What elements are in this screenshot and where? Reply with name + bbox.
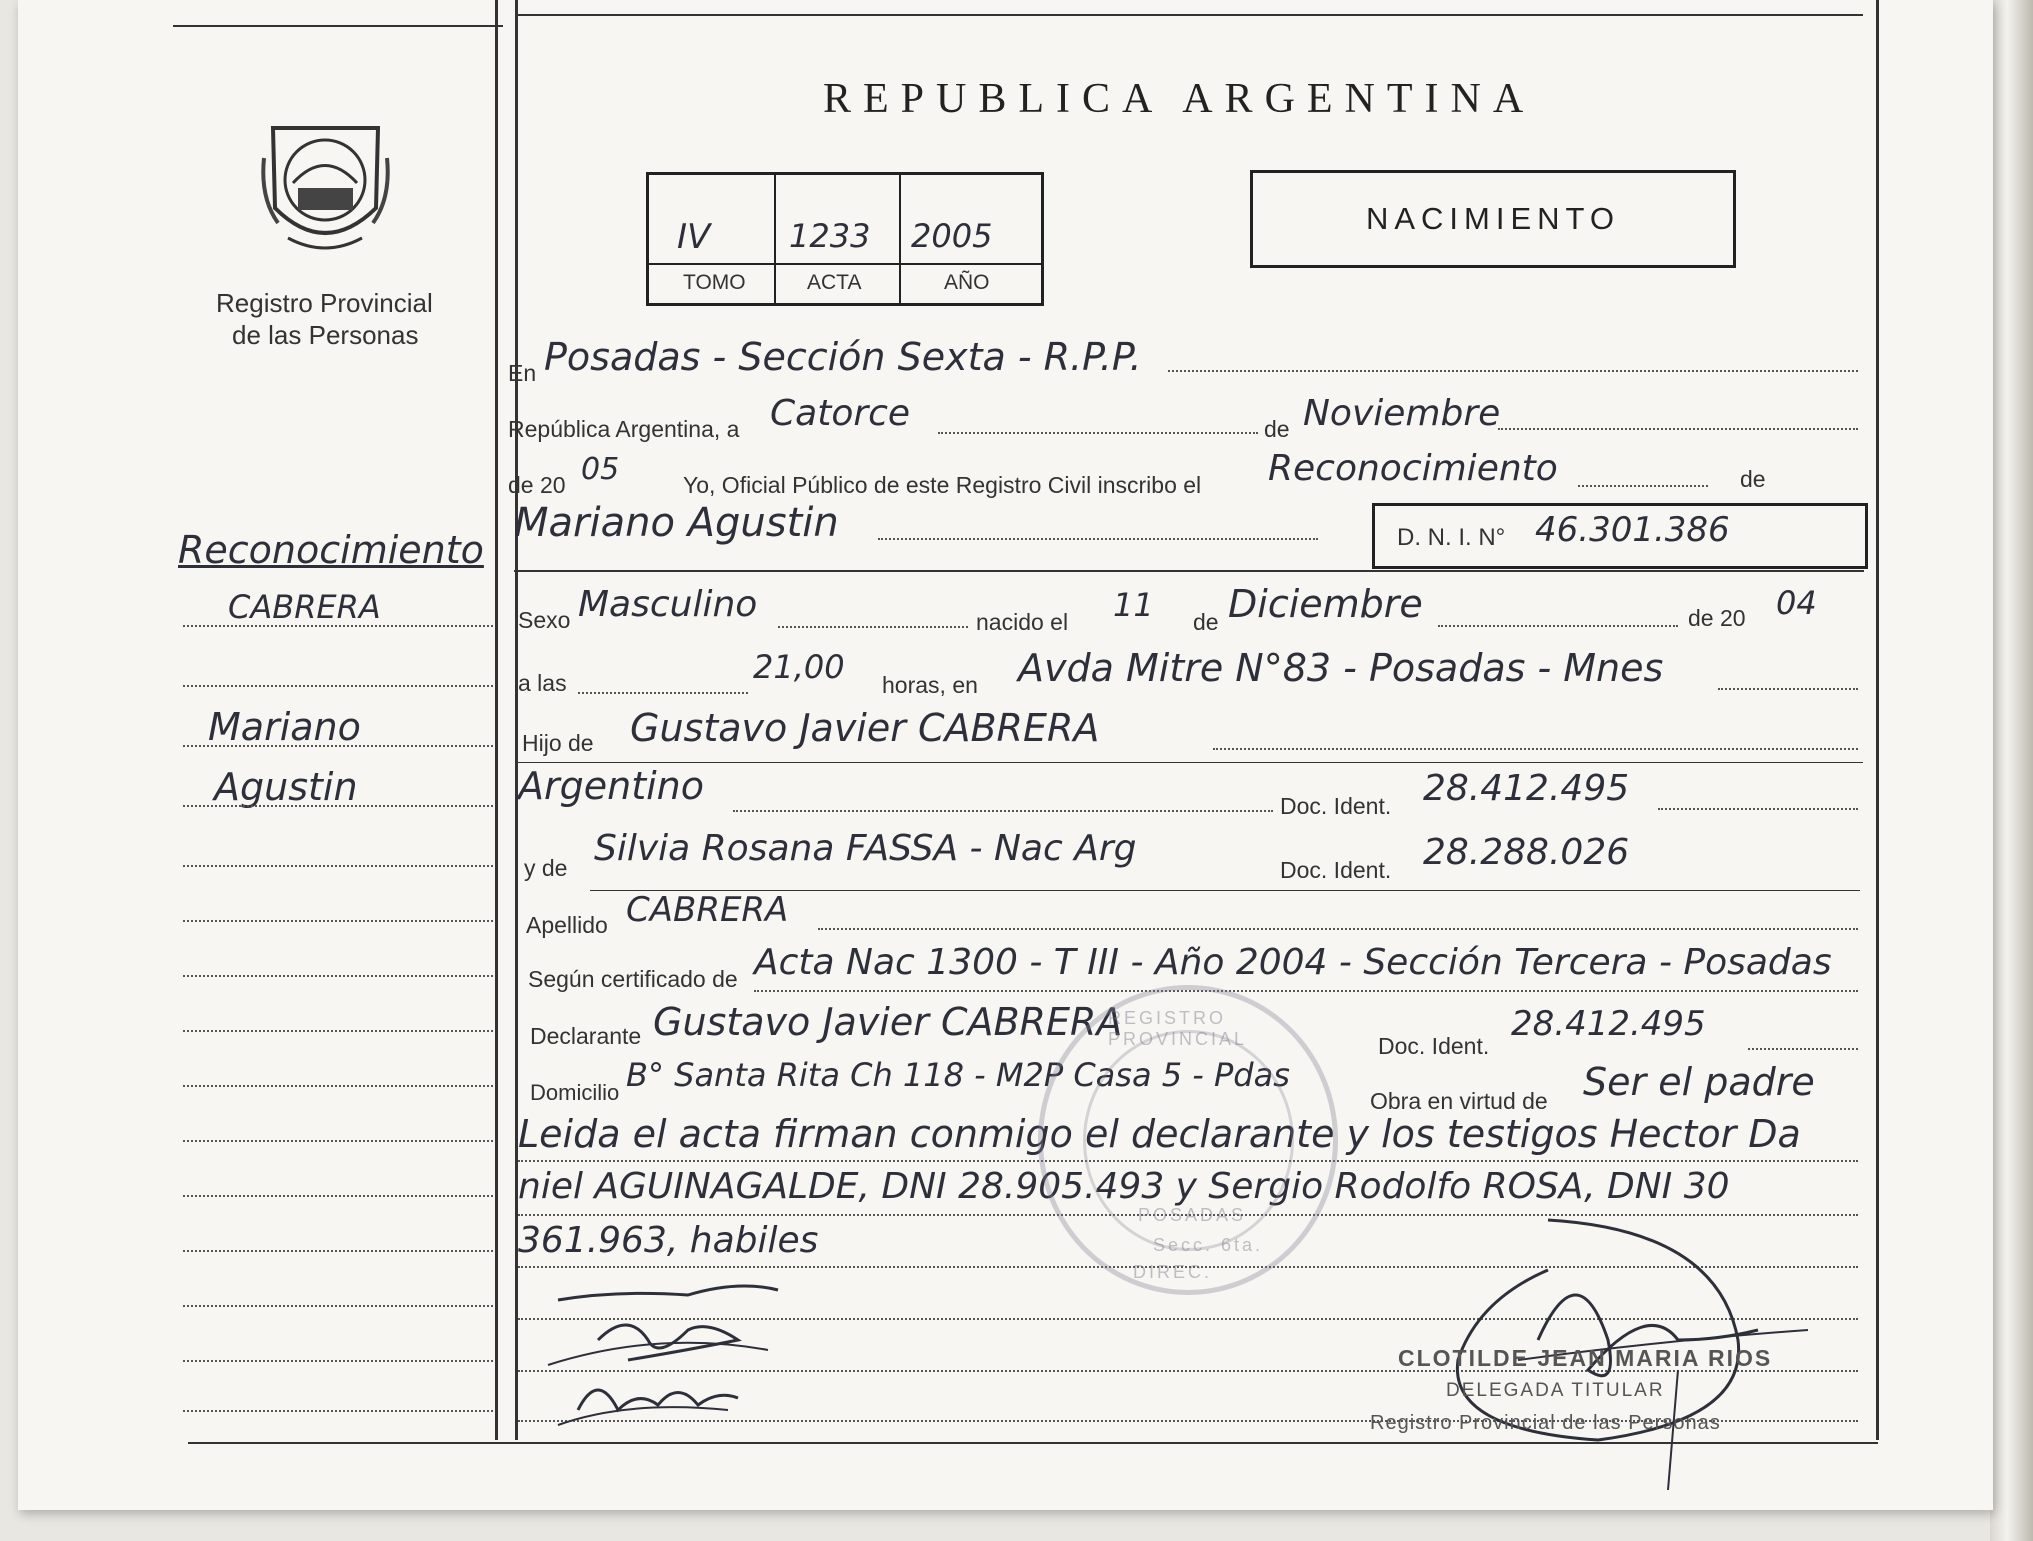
- yo-label: Yo, Oficial Público de este Registro Civil inscribo el: [683, 472, 1202, 498]
- father-doc: 28.412.495: [1423, 768, 1630, 809]
- de-label-3: de: [1193, 609, 1219, 635]
- dni-box: [1372, 503, 1868, 569]
- child-name-line: [878, 538, 1318, 540]
- mother-doc: 28.288.026: [1423, 832, 1630, 873]
- father-nationality: Argentino: [518, 764, 704, 808]
- hijo-label: Hijo de: [522, 730, 594, 756]
- republica-label: República Argentina, a: [508, 416, 740, 442]
- margin-given-name-1: Mariano: [208, 705, 361, 749]
- sexo-label: Sexo: [518, 607, 571, 633]
- nacido-label: nacido el: [976, 609, 1069, 635]
- birth-year-suffix: 04: [1776, 584, 1817, 622]
- de20-label-2: de 20: [1688, 605, 1746, 631]
- official-name: CLOTILDE JEAN MARIA RIOS: [1398, 1345, 1773, 1371]
- document-type-box: NACIMIENTO: [1250, 170, 1736, 268]
- official-role: DELEGADA TITULAR: [1446, 1380, 1665, 1401]
- horas-label: horas, en: [882, 672, 978, 698]
- closing-line-1: Leida el acta firman conmigo el declarante y los testigos Hector Da: [518, 1112, 1801, 1156]
- dni-label: D. N. I. N°: [1397, 524, 1506, 551]
- official-stamp: [1038, 985, 1338, 1295]
- father-name-line: [1213, 748, 1858, 750]
- doc-ident-label-3: Doc. Ident.: [1378, 1033, 1490, 1059]
- birth-place-line: [1718, 688, 1858, 690]
- father-doc-line: [1658, 808, 1858, 810]
- time-line: [578, 692, 748, 694]
- father-rule: [518, 762, 1863, 763]
- place-line: [1168, 370, 1858, 372]
- y-de-label: y de: [524, 855, 568, 881]
- top-rule-right: [518, 14, 1863, 16]
- month-value: Noviembre: [1303, 393, 1501, 434]
- declarante-doc: 28.412.495: [1511, 1004, 1706, 1044]
- stamp-text-city: POSADAS: [1138, 1205, 1247, 1225]
- de-label-2: de: [1740, 466, 1766, 492]
- anio-label: AÑO: [944, 271, 990, 294]
- book-edge: [1990, 0, 2033, 1541]
- domicilio-value: B° Santa Rita Ch 118 - M2P Casa 5 - Pdas: [626, 1056, 1290, 1094]
- margin-surname: CABRERA: [228, 588, 381, 626]
- margin-title: Reconocimiento: [178, 528, 484, 572]
- declarante-label: Declarante: [530, 1023, 642, 1049]
- tomo-value: IV: [677, 217, 711, 257]
- official-org: Registro Provincial de las Personas: [1370, 1412, 1721, 1434]
- section-rule-1: [514, 570, 1864, 572]
- sexo-value: Masculino: [578, 584, 758, 625]
- place-value: Posadas - Sección Sexta - R.P.P.: [544, 335, 1142, 379]
- registry-reference-box: [646, 172, 1044, 306]
- registry-name-line2: de las Personas: [232, 320, 419, 350]
- father-name: Gustavo Javier CABRERA: [630, 706, 1100, 750]
- registry-name-line1: Registro Provincial: [216, 288, 433, 318]
- act-type-line: [1578, 485, 1708, 487]
- certificado-value: Acta Nac 1300 - T III - Año 2004 - Sección Tercera - Posadas: [754, 942, 1832, 983]
- birth-day: 11: [1113, 586, 1154, 624]
- apellido-value: CABRERA: [626, 890, 789, 930]
- de-label-1: de: [1264, 416, 1290, 442]
- anio-value: 2005: [911, 217, 993, 255]
- obra-value: Ser el padre: [1583, 1060, 1815, 1104]
- misiones-seal-icon: [258, 108, 393, 260]
- certificado-line: [754, 990, 1858, 992]
- acta-value: 1233: [789, 217, 871, 255]
- apellido-label: Apellido: [526, 912, 608, 938]
- right-border: [1876, 0, 1879, 1440]
- obra-label: Obra en virtud de: [1370, 1088, 1548, 1114]
- birth-month: Diciembre: [1228, 582, 1423, 626]
- day-word: Catorce: [770, 393, 911, 434]
- official-signature: [1418, 1190, 1818, 1490]
- document-title: REPUBLICA ARGENTINA: [823, 76, 1536, 122]
- tomo-label: TOMO: [683, 271, 746, 294]
- act-type-value: Reconocimiento: [1268, 448, 1558, 489]
- closing-line-2: niel AGUINAGALDE, DNI 28.905.493 y Sergio Rodolfo ROSA, DNI 30: [518, 1166, 1730, 1207]
- birth-place: Avda Mitre N°83 - Posadas - Mnes: [1018, 646, 1664, 690]
- day-line: [938, 432, 1258, 434]
- mother-name: Silvia Rosana FASSA - Nac Arg: [594, 828, 1137, 869]
- sexo-line: [778, 626, 968, 628]
- month-line: [1498, 428, 1858, 430]
- alas-label: a las: [518, 670, 567, 696]
- segun-label: Según certificado de: [528, 966, 738, 992]
- apellido-line: [818, 928, 1858, 930]
- margin-divider: [495, 0, 498, 1440]
- child-name: Mariano Agustin: [514, 500, 839, 546]
- declarante-value: Gustavo Javier CABRERA: [653, 1000, 1123, 1044]
- margin-given-name-2: Agustin: [214, 765, 358, 809]
- witness-signatures: [538, 1270, 858, 1450]
- doc-ident-label-1: Doc. Ident.: [1280, 793, 1392, 819]
- dni-value: 46.301.386: [1535, 510, 1730, 550]
- nationality-line: [733, 810, 1273, 812]
- stamp-text-top: REGISTRO PROVINCIAL: [1108, 1008, 1248, 1049]
- year-suffix: 05: [581, 452, 620, 487]
- stamp-text-bottom: DIREC.: [1133, 1262, 1213, 1282]
- birth-month-line: [1438, 625, 1678, 627]
- top-rule-left: [173, 25, 503, 27]
- birth-certificate-page: [18, 0, 1993, 1510]
- acta-label: ACTA: [807, 271, 862, 294]
- closing-line-3: 361.963, habiles: [518, 1220, 819, 1261]
- doc-ident-label-2: Doc. Ident.: [1280, 857, 1392, 883]
- stamp-text-sec: Secc. 6ta.: [1153, 1235, 1264, 1255]
- domicilio-label: Domicilio: [530, 1080, 620, 1105]
- declarante-doc-line: [1748, 1048, 1858, 1050]
- birth-time: 21,00: [753, 648, 845, 686]
- en-label: En: [508, 360, 537, 386]
- de20-label: de 20: [508, 472, 566, 498]
